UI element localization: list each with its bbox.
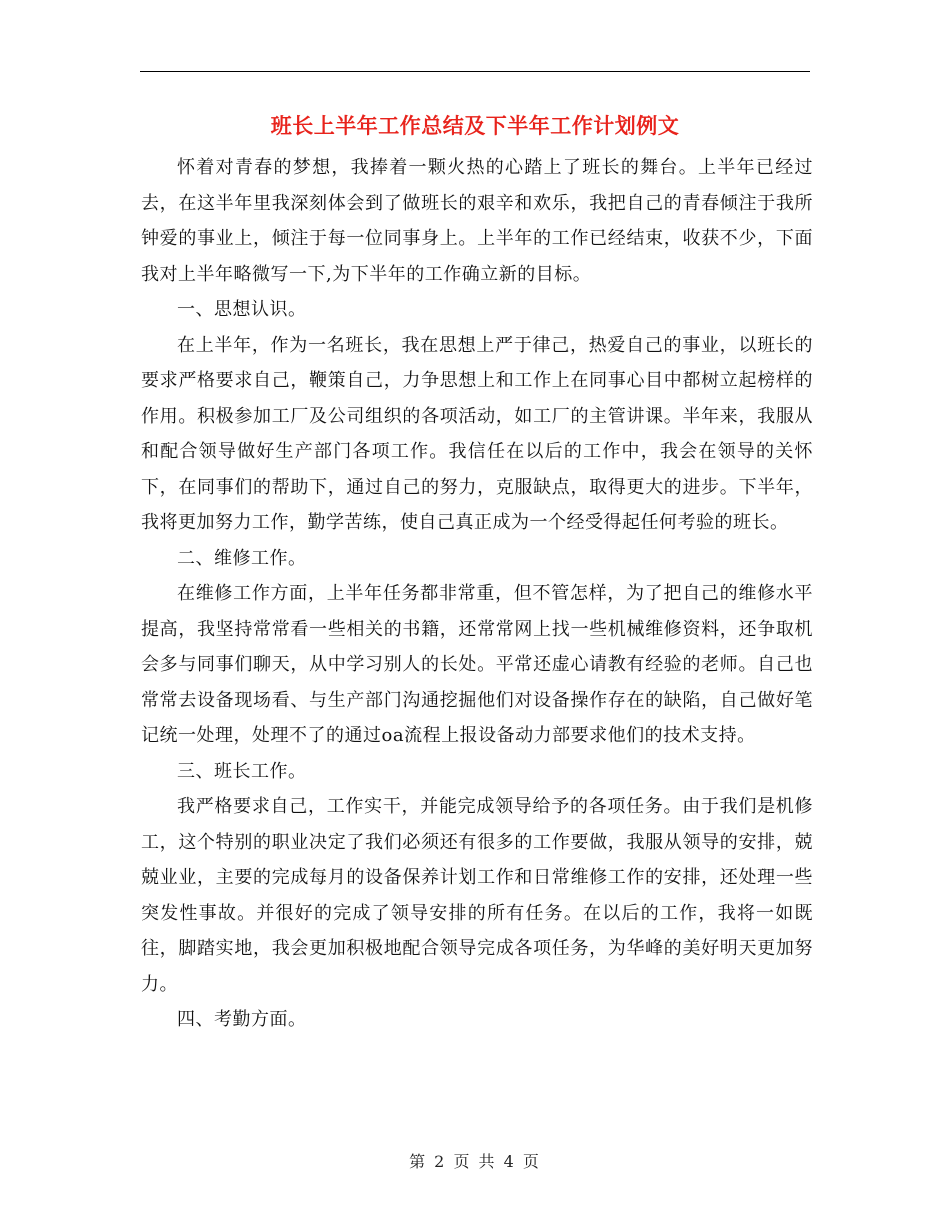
section-heading-2: 二、维修工作。 bbox=[177, 547, 307, 569]
section-heading-4: 四、考勤方面。 bbox=[177, 1009, 307, 1030]
intro-paragraph: 怀着对青春的梦想，我捧着一颗火热的心踏上了班长的舞台。上半年已经过去，在这半年里我深刻体会到了做班长的艰辛和欢乐，我把自己的青春倾注于我所钟爱的事业上，倾注于每一位同事身上。上半年的工作已经结束，收获不少，下面我对上半年略微写一下,为下半年的工作确立新的目标。 bbox=[141, 157, 813, 285]
page-number: 第 2 页 共 4 页 bbox=[409, 1152, 541, 1171]
section-heading-3: 三、班长工作。 bbox=[177, 760, 307, 782]
section-heading-1: 一、思想认识。 bbox=[177, 299, 307, 320]
document-title: 班长上半年工作总结及下半年工作计划例文 bbox=[270, 113, 680, 138]
document-body bbox=[141, 150, 813, 1038]
section-paragraph-1: 在上半年，作为一名班长，我在思想上严于律己，热爱自己的事业，以班长的要求严格要求自己，鞭策自己，力争思想上和工作上在同事心目中都树立起榜样的作用。积极参加工厂及公司组织的各项活动，如工厂的主管讲课。半年来，我服从和配合领导做好生产部门各项工作。我信任在以后的工作中，我会在领导的关怀下，在同事们的帮助下，通过自己的努力，克服缺点，取得更大的进步。下半年，我将更加努力工作，勤学苦练，使自己真正成为一个经受得起任何考验的班长。 bbox=[141, 334, 813, 533]
section-paragraph-3: 我严格要求自己，工作实干，并能完成领导给予的各项任务。由于我们是机修工，这个特别的职业决定了我们必须还有很多的工作要做，我服从领导的安排，兢兢业业，主要的完成每月的设备保养计划工作和日常维修工作的安排，还处理一些突发性事故。并很好的完成了领导安排的所有任务。在以后的工作，我将一如既往，脚踏实地，我会更加积极地配合领导完成各项任务，为华峰的美好明天更加努力。 bbox=[141, 796, 813, 995]
section-paragraph-2: 在维修工作方面，上半年任务都非常重，但不管怎样，为了把自己的维修水平提高，我坚持常常看一些相关的书籍，还常常网上找一些机械维修资料，还争取机会多与同事们聊天，从中学习别人的长处。平常还虚心请教有经验的老师。自己也常常去设备现场看、与生产部门沟通挖掘他们对设备操作存在的缺陷，自己做好笔记统一处理，处理不了的通过oa流程上报设备动力部要求他们的技术支持。 bbox=[141, 583, 813, 746]
header-rule bbox=[140, 71, 810, 72]
